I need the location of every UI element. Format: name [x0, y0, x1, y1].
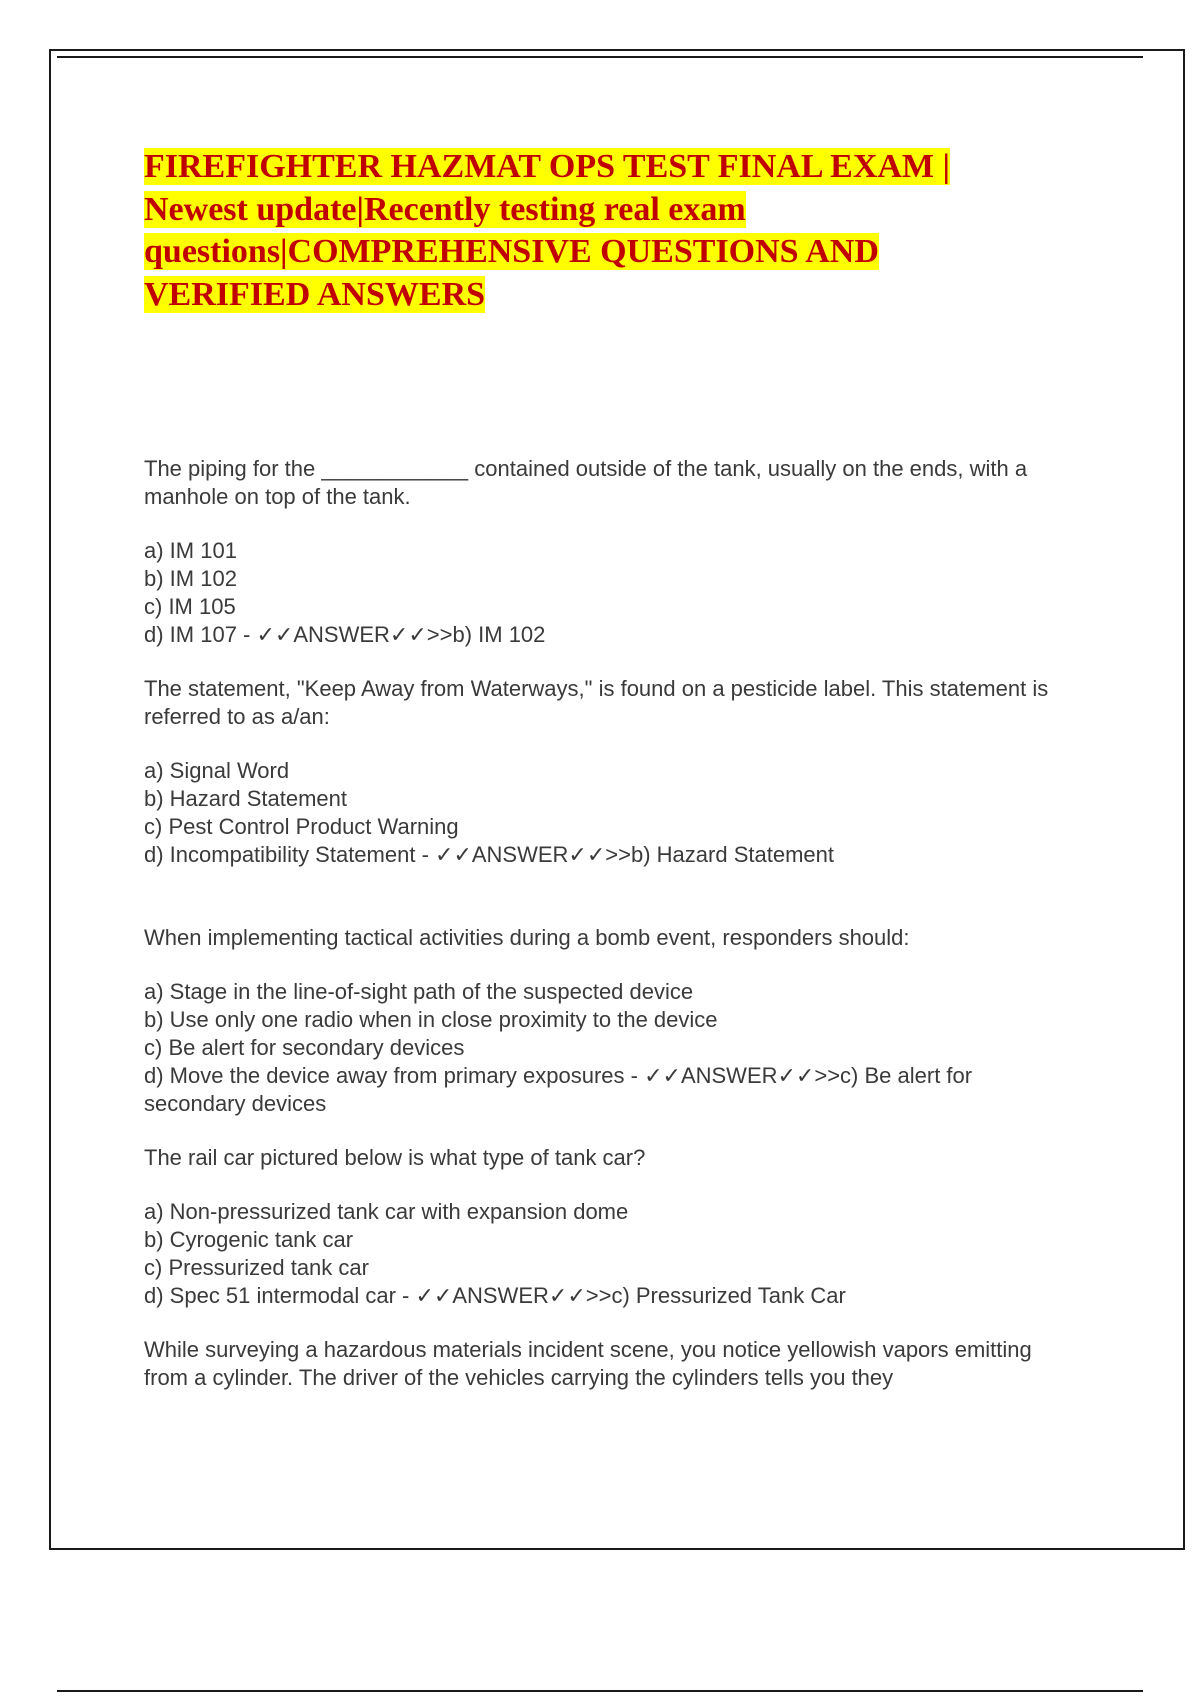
- option-a: a) Stage in the line-of-sight path of the suspected device: [144, 979, 694, 1004]
- option-c: c) Be alert for secondary devices: [144, 1035, 465, 1060]
- question-text: When implementing tactical activities during a bomb event, responders should:: [144, 925, 910, 950]
- document-title: [144, 146, 1044, 316]
- question-text: While surveying a hazardous materials incident scene, you notice yellowish vapors emitting from a cylinder. The driver of the vehicles carrying the cylinders tells you they: [144, 1337, 1032, 1390]
- question-list: [144, 455, 1074, 1392]
- option-b: b) Use only one radio when in close proximity to the device: [144, 1007, 718, 1032]
- option-c: c) IM 105: [144, 594, 236, 619]
- option-a: a) IM 101: [144, 538, 237, 563]
- option-list: [144, 537, 1074, 649]
- question-text: The statement, "Keep Away from Waterways," is found on a pesticide label. This statement is referred to as a/an:: [144, 676, 1049, 729]
- option-d-answer: d) Incompatibility Statement - ✓✓ANSWER✓✓>>b) Hazard Statement: [144, 842, 834, 867]
- option-a: a) Signal Word: [144, 758, 290, 783]
- document-title-text: FIREFIGHTER HAZMAT OPS TEST FINAL EXAM | Newest update|Recently testing real exam questions|COMPREHENSIVE QUESTIONS AND VERIFIED ANSWERS: [144, 148, 951, 313]
- option-d-answer: d) IM 107 - ✓✓ANSWER✓✓>>b) IM 102: [144, 622, 546, 647]
- option-list: [144, 1198, 1074, 1310]
- question-text: The piping for the ____________ contained outside of the tank, usually on the ends, with a manhole on top of the tank.: [144, 456, 1028, 509]
- question-block-5: [144, 1336, 1074, 1392]
- question-block-1: [144, 455, 1074, 649]
- option-d-answer: d) Spec 51 intermodal car - ✓✓ANSWER✓✓>>c) Pressurized Tank Car: [144, 1283, 846, 1308]
- option-b: b) Hazard Statement: [144, 786, 347, 811]
- option-b: b) Cyrogenic tank car: [144, 1227, 354, 1252]
- question-block-2: [144, 675, 1074, 869]
- option-a: a) Non-pressurized tank car with expansion dome: [144, 1199, 629, 1224]
- option-list: [144, 757, 1074, 869]
- question-block-4: [144, 1144, 1074, 1310]
- option-c: c) Pressurized tank car: [144, 1255, 369, 1280]
- option-d-answer: d) Move the device away from primary exposures - ✓✓ANSWER✓✓>>c) Be alert for secondary devices: [144, 1063, 973, 1116]
- option-list: [144, 978, 1074, 1118]
- option-b: b) IM 102: [144, 566, 237, 591]
- bottom-rule: [57, 1690, 1143, 1692]
- option-c: c) Pest Control Product Warning: [144, 814, 459, 839]
- question-block-3: [144, 924, 1074, 1118]
- question-text: The rail car pictured below is what type of tank car?: [144, 1145, 646, 1170]
